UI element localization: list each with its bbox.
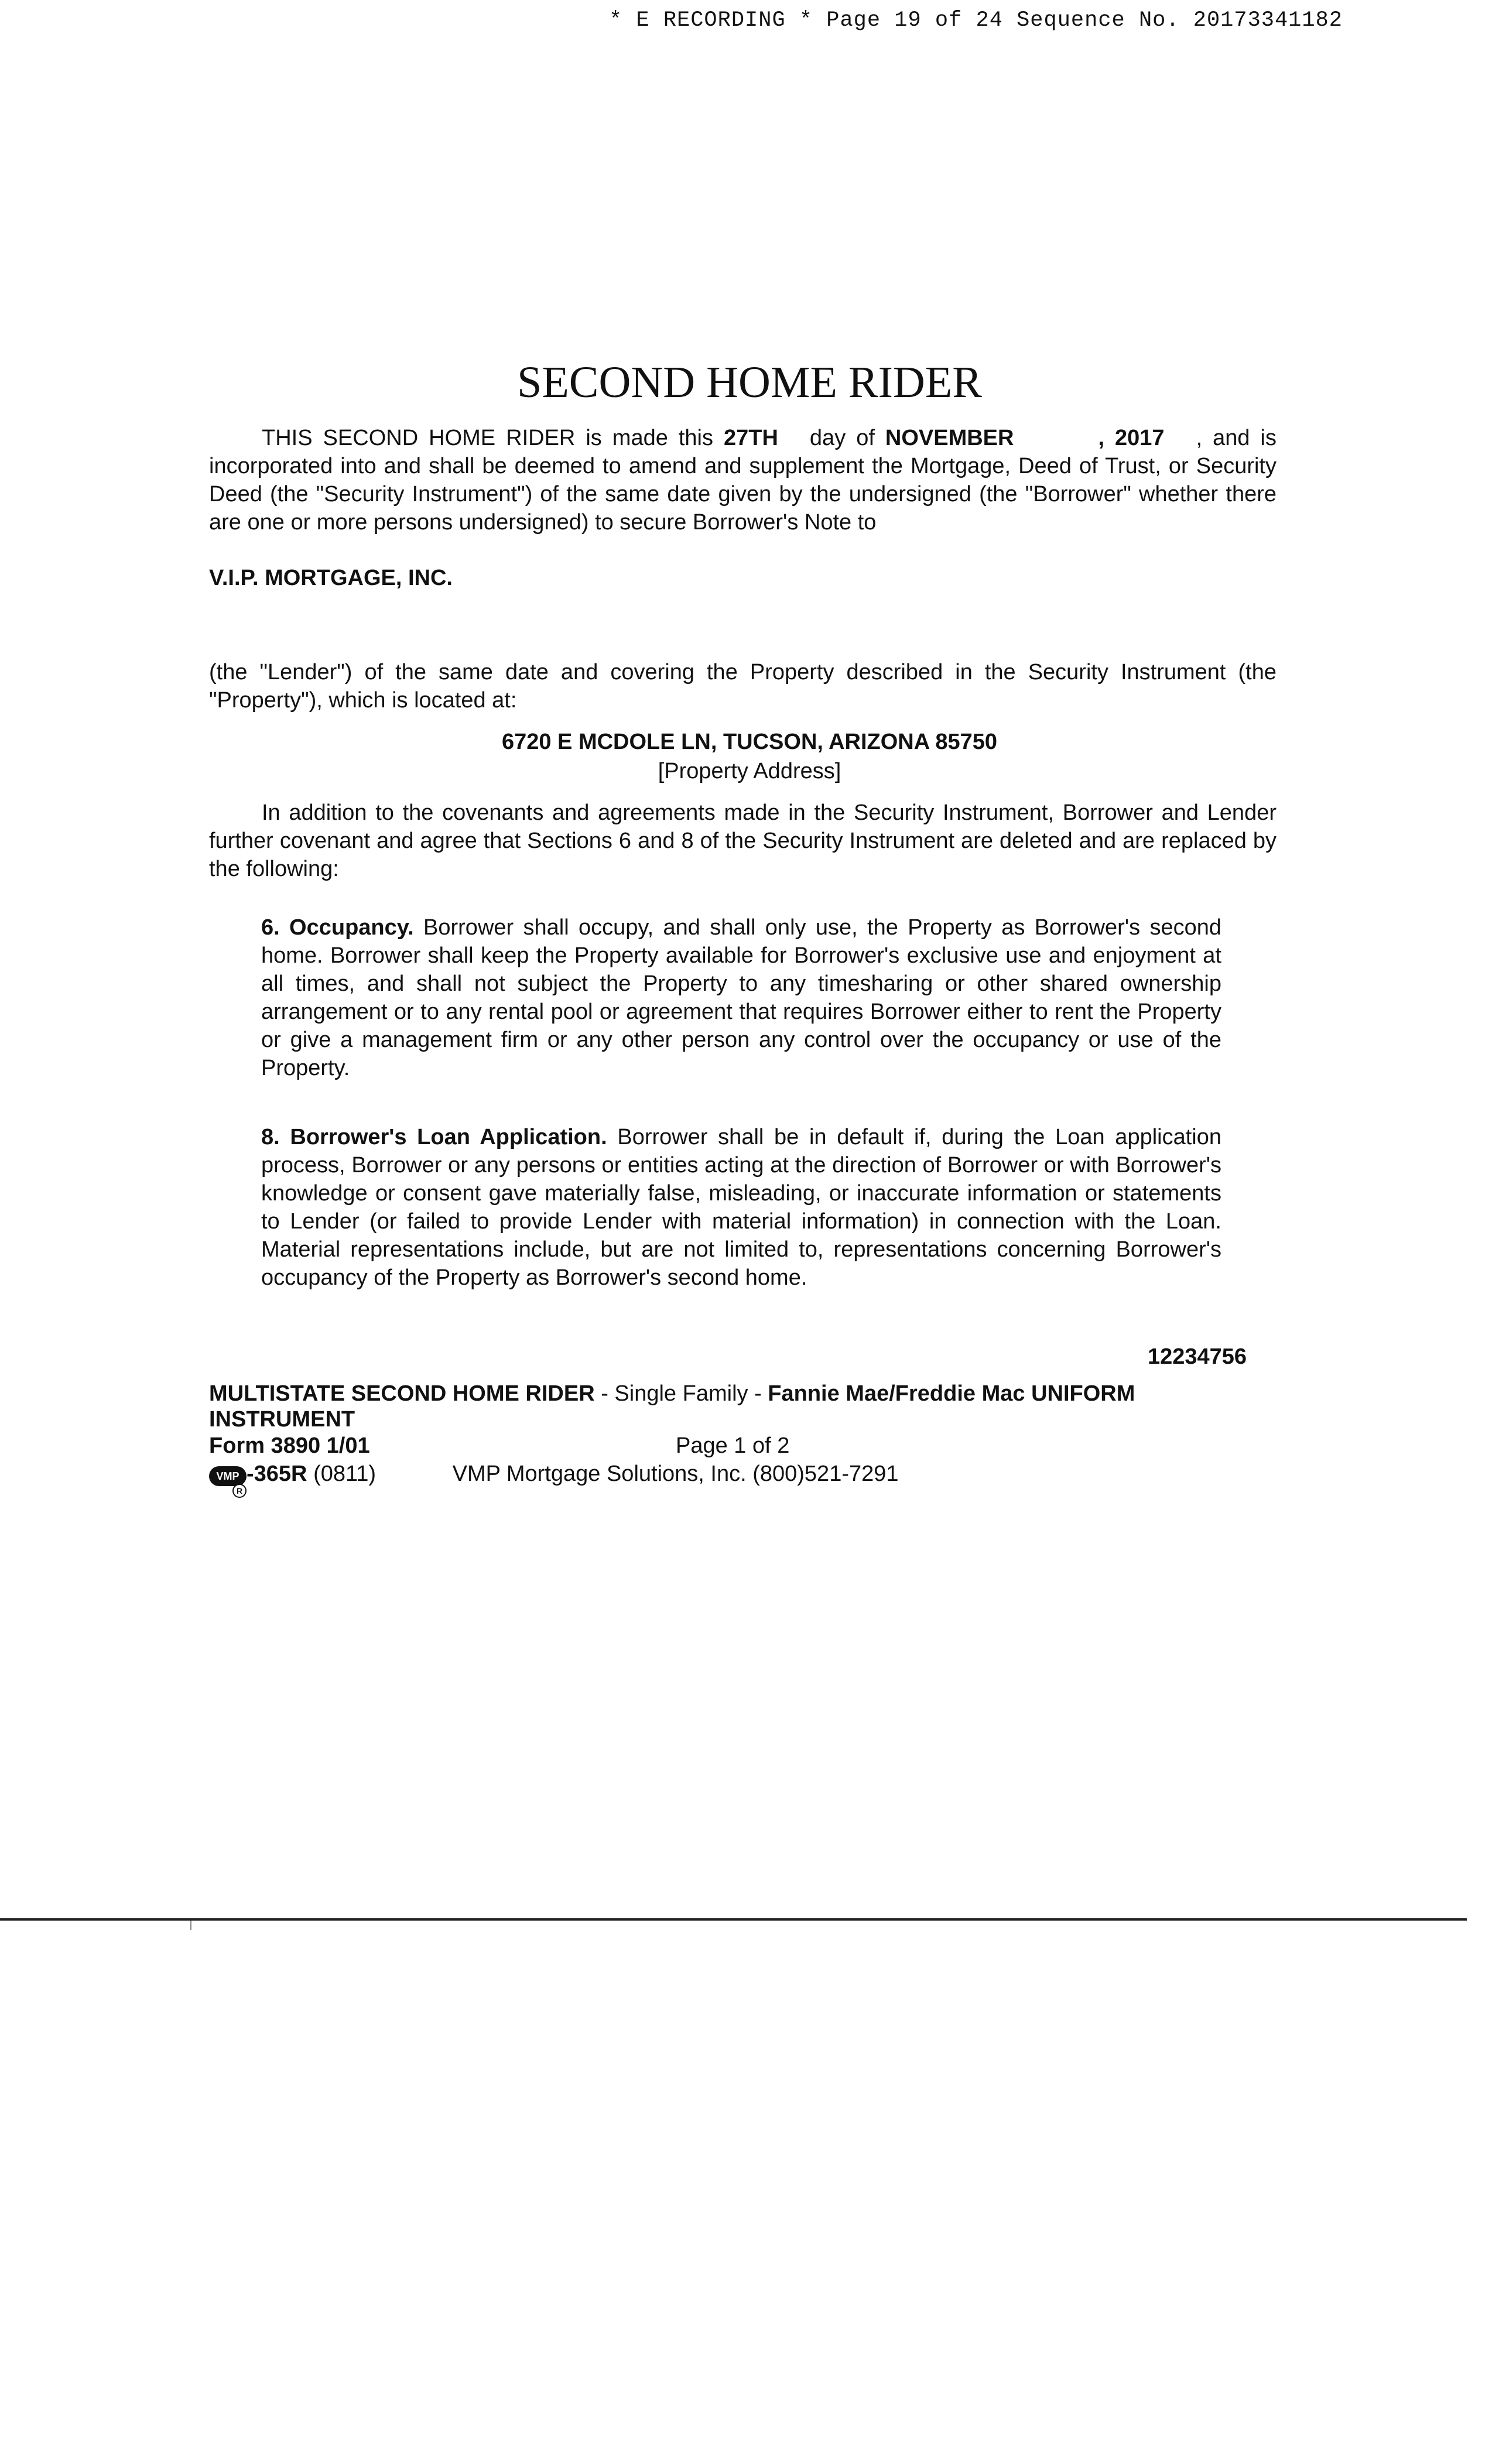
recording-header: * E RECORDING * Page 19 of 24 Sequence No. 20173341182 (609, 8, 1343, 33)
intro-lead: THIS SECOND HOME RIDER is made this (262, 426, 713, 450)
section-loan-application-heading: 8. Borrower's Loan Application. (261, 1125, 607, 1149)
property-address: 6720 E MCDOLE LN, TUCSON, ARIZONA 85750 (501, 730, 998, 754)
year-trail: , (1196, 426, 1203, 450)
rider-day: 27TH (724, 426, 778, 450)
section-loan-application (261, 1123, 1221, 1292)
loan-number: 12234756 (1148, 1344, 1247, 1369)
day-of-label: day of (809, 426, 875, 450)
addition-text: In addition to the covenants and agreements made in the Security Instrument, Borrower and Lender further covenant and agree that Sections 6 and 8 of the Security Instrument are deleted and are replaced by the following: (209, 800, 1276, 881)
form-number: Form 3890 1/01 (209, 1433, 370, 1458)
property-address-label: [Property Address] (658, 759, 841, 783)
form-title-bold: MULTISTATE SECOND HOME RIDER (209, 1381, 595, 1406)
section-occupancy-heading: 6. Occupancy. (261, 915, 414, 940)
intro-body: and is incorporated into and shall be deemed to amend and supplement the Mortgage, Deed of Trust, or Security Deed (the "Security Instrument") of the same date given by the undersigned (the "Borrower" whether there are one or more persons undersigned) to secure Borrower's Note to (209, 426, 1276, 535)
vmp-version: (0811) (313, 1462, 377, 1486)
lender-paragraph: (the "Lender") of the same date and covering the Property described in the Security Instrument (the "Property"), which is located at: (209, 660, 1276, 713)
page-divider (0, 1918, 1467, 1921)
vmp-company: VMP Mortgage Solutions, Inc. (800)521-7291 (452, 1462, 899, 1486)
lender-name: V.I.P. MORTGAGE, INC. (209, 566, 453, 590)
vmp-form-code: -365R (247, 1462, 307, 1486)
document-title: SECOND HOME RIDER (517, 358, 982, 407)
vmp-footer-row (209, 1462, 899, 1495)
rider-month: NOVEMBER (885, 426, 1014, 450)
form-title-mid: - Single Family - (601, 1381, 762, 1406)
divider-tick (190, 1921, 191, 1930)
intro-paragraph (209, 424, 1276, 536)
page-number: Page 1 of 2 (676, 1433, 790, 1458)
section-occupancy (261, 913, 1221, 1082)
rider-year: , 2017 (1098, 426, 1165, 450)
registered-mark-icon: R (232, 1484, 247, 1498)
section-loan-application-text: Borrower shall be in default if, during the Loan application process, Borrower or any persons or entities acting at the direction of Borrower or with Borrower's knowledge or consent gave materially false, misleading, or inaccurate information or statements to Lender (or failed to provide Lender with material information) in connection with the Loan. Material representations include, but are not limited to, representations concerning Borrower's occupancy of the Property as Borrower's second home. (261, 1125, 1221, 1290)
section-occupancy-text: Borrower shall occupy, and shall only use, the Property as Borrower's second home. Borrower shall keep the Property available for Borrower's exclusive use and enjoyment at all times, and shall not subject the Property to any timesharing or other shared ownership arrangement or to any rental pool or agreement that requires Borrower either to rent the Property or give a management firm or any other person any control over the occupancy or use of the Property. (261, 915, 1221, 1080)
form-title-tail: Fannie Mae/Freddie Mac UNIFORM INSTRUMENT (209, 1381, 1135, 1432)
addition-paragraph (209, 799, 1276, 883)
form-title (209, 1381, 1276, 1432)
vmp-logo: VMP R (209, 1466, 247, 1486)
